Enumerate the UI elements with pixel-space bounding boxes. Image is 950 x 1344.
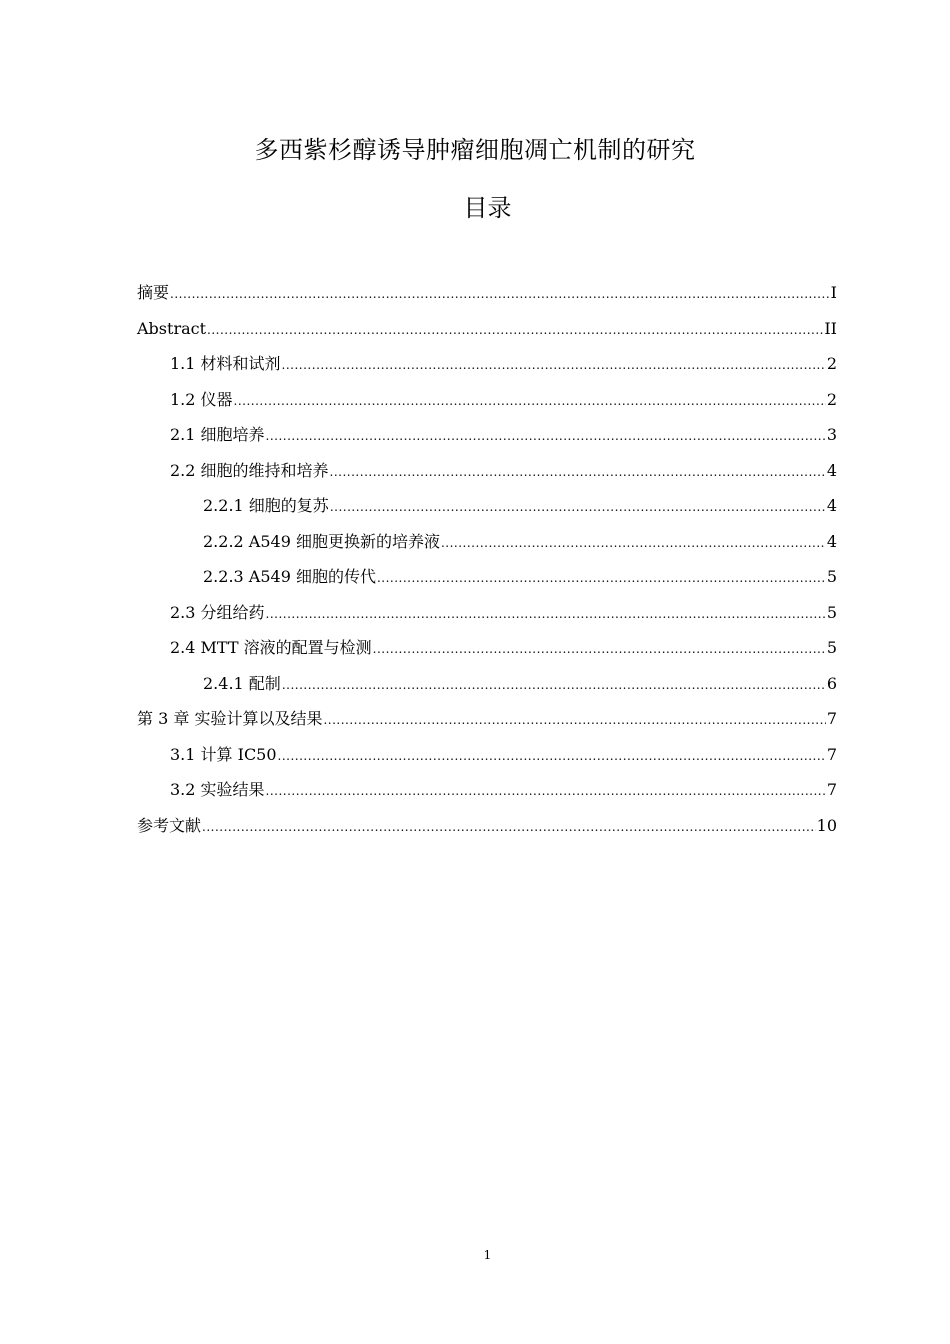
toc-leader (234, 388, 826, 414)
table-of-contents (137, 280, 837, 848)
toc-entry[interactable] (137, 671, 837, 707)
toc-entry[interactable] (137, 387, 837, 423)
toc-entry[interactable] (137, 564, 837, 600)
toc-leader (330, 459, 826, 485)
toc-leader (266, 601, 826, 627)
toc-entry-page: 2 (826, 389, 837, 409)
toc-leader (330, 494, 826, 520)
toc-entry-page: 5 (826, 602, 837, 622)
toc-entry[interactable] (137, 458, 837, 494)
toc-leader (282, 352, 826, 378)
toc-entry[interactable] (137, 280, 837, 316)
toc-entry-page: 4 (826, 496, 837, 515)
toc-entry-label: 2.2.3 A549 细胞的传代 (203, 567, 376, 586)
toc-leader (207, 317, 823, 343)
toc-entry[interactable] (137, 813, 837, 849)
toc-entry-page: 4 (826, 531, 837, 551)
toc-entry[interactable] (137, 742, 837, 778)
toc-entry-page: 10 (816, 815, 837, 835)
toc-entry[interactable] (137, 706, 837, 742)
toc-leader (278, 743, 826, 769)
toc-entry-page: 7 (826, 744, 837, 764)
toc-leader (373, 636, 826, 662)
toc-entry-label: 摘要 (137, 283, 170, 302)
toc-entry[interactable] (137, 600, 837, 636)
toc-entry-page: 5 (826, 638, 837, 657)
toc-entry-label: 3.2 实验结果 (170, 780, 265, 799)
toc-entry-page: 3 (826, 425, 837, 444)
toc-entry-label: 2.2.2 A549 细胞更换新的培养液 (203, 531, 440, 551)
toc-entry-label: 1.2 仪器 (170, 389, 233, 409)
toc-leader (377, 565, 826, 591)
toc-entry[interactable] (137, 351, 837, 387)
toc-entry-label: 3.1 计算 IC50 (170, 744, 277, 764)
toc-entry-page: 7 (826, 780, 837, 799)
toc-entry-page: I (830, 283, 837, 302)
toc-leader (266, 423, 826, 449)
toc-entry-page: II (824, 318, 837, 338)
toc-entry[interactable] (137, 635, 837, 671)
toc-entry[interactable] (137, 529, 837, 565)
toc-entry-label: Abstract (137, 318, 207, 338)
toc-entry-label: 2.2.1 细胞的复苏 (203, 496, 329, 515)
toc-leader (282, 672, 826, 698)
toc-entry-page: 7 (826, 709, 837, 728)
toc-entry-label: 第 3 章 实验计算以及结果 (137, 709, 323, 728)
toc-entry-label: 参考文献 (137, 815, 202, 835)
toc-leader (323, 707, 825, 733)
toc-entry-label: 2.4 MTT 溶液的配置与检测 (170, 638, 372, 657)
toc-entry-label: 1.1 材料和试剂 (170, 354, 281, 373)
toc-entry-page: 2 (826, 354, 837, 373)
toc-entry-page: 6 (826, 673, 837, 693)
toc-heading: 目录 (463, 194, 512, 222)
toc-entry-label: 2.1 细胞培养 (170, 425, 265, 444)
document-title: 多西紫杉醇诱导肿瘤细胞凋亡机制的研究 (254, 136, 696, 164)
toc-leader (441, 530, 826, 556)
page-number: 1 (483, 1248, 492, 1262)
toc-entry[interactable] (137, 777, 837, 813)
toc-leader (170, 281, 830, 307)
toc-entry-label: 2.4.1 配制 (203, 673, 281, 693)
toc-entry-page: 5 (826, 567, 837, 586)
toc-leader (202, 814, 816, 840)
toc-entry-label: 2.3 分组给药 (170, 602, 265, 622)
toc-entry-label: 2.2 细胞的维持和培养 (170, 460, 329, 480)
toc-entry[interactable] (137, 316, 837, 352)
toc-entry-page: 4 (826, 460, 837, 480)
toc-entry[interactable] (137, 493, 837, 529)
toc-leader (266, 778, 826, 804)
toc-entry[interactable] (137, 422, 837, 458)
